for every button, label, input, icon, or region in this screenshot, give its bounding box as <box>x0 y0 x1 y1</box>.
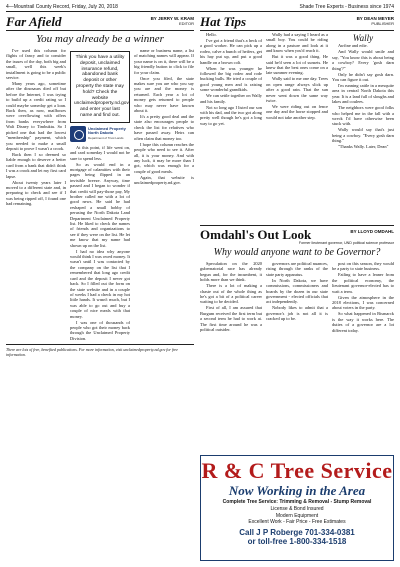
article-col-1 <box>200 32 262 222</box>
paragraph: Wally had a saying I heard as a small boy. You could be riding along in a pasture and look at it and know when you'd reach it. <box>266 32 328 54</box>
article-col-3 <box>134 48 194 342</box>
masthead-left: 4—Mountrail County Record, Friday, July 20, 2018 <box>6 4 118 10</box>
omdahl-section <box>200 225 394 431</box>
paragraph: Only he didn't say gosh darn. You can figure it out. <box>332 71 394 83</box>
paragraph: Not so long ago I listed our son with his dad, and the two got along pretty well though he's got a long way to go yet. <box>200 104 262 126</box>
article-body <box>6 48 194 342</box>
paragraph: Hello. <box>206 32 217 37</box>
paragraph: I'm running cattle in a mesquite area in central North Dakota this year. It is a land full of sloughs and lakes and coulees. <box>332 83 394 105</box>
seal-icon <box>70 126 86 142</box>
paragraph: About twenty years later I moved to a different state and, in preparing to check and see if I was being ripped off, I found one had remaining. <box>6 179 66 207</box>
byline-name: BY JERRY W. KRAM <box>150 16 194 21</box>
far-afield-title <box>6 14 194 31</box>
paragraph: "Thanks Wally. Later, Dean" <box>338 144 389 150</box>
hat-tips-body <box>200 32 394 222</box>
paragraph: Speculation on the 2020 gubernatorial race has already begun and, for the incumbent, it holds more than we think. <box>200 261 262 283</box>
paragraph: We were riding out on fence one day and the horse stopped and would not take another step. <box>266 104 328 120</box>
paragraph: Given the atmosphere in the 2018 elections, I was concerned about voters in the party. <box>332 294 394 311</box>
omdahl-body <box>200 261 394 431</box>
headline: Why would anyone want to be Governor? <box>213 247 381 258</box>
paragraph: Many years ago, sometime after the dinosaurs died off but before the Internet, I was trying to build up a credit rating so I could maybe someday get a loan. Back then, as now, mailboxes were overflowing with offers from banks everywhere from Walt Disney to Timbuktu. So I picked one that had the lowest "membership" payment, which you needed to make a small deposit to prove I wasn't a crook. <box>6 81 66 151</box>
ad-title: R & C Tree Service <box>201 458 393 483</box>
masthead <box>6 3 394 12</box>
paragraph: I hope this column reaches the people who need to see it. After all, it is your money. And with any luck, it may be more than I got, which was enough for a couple of good meals. <box>134 141 194 174</box>
omdahl-title <box>200 227 394 243</box>
paragraph: Failing to have a leaner from the political economy, the lieutenant governor-elected has to wait a term. <box>332 272 394 294</box>
paragraph: So what happened in Bismarck is the way it works here. The duties of a governor are a lot different today. <box>332 311 394 333</box>
paragraph: So as would end in a mortgage of calamities with their pages being flipped in an invisible breeze. Anyway, time passed and I began to wonder if that credit will pay-those pay, My brother called me with a lot of good news. He said he had reshaped a small hobby of perusing the North Dakota Land Department Unclaimed Property list. He liked to check the names of friends and organizations to see if they were on the list. He let me know that my name had shown up on the list. <box>70 161 130 248</box>
paragraph: Nobody likes to admit that a governor's job is not all it is cracked up to be. <box>266 305 328 322</box>
paragraph: In North Dakota, we have commissions, commissioners and boards by the dozen in our state government - elected officials that act independently. <box>266 277 328 305</box>
byline-name: BY LLOYD OMDAHL <box>350 229 394 234</box>
byline-name: BY DEAN MEYER <box>356 16 394 21</box>
paragraph: There is a lot of making a chaste out of the whole thing as he's got a bit of a political career waiting to be decided. <box>200 283 262 305</box>
paragraph: post on this season, they would be a party to state business. <box>332 261 394 272</box>
ad-equipment: Modern Equipment <box>275 512 319 519</box>
hat-tips-title <box>200 14 394 31</box>
article-col-3 <box>332 32 394 222</box>
ad-services: Complete Tree Service: Trimming & Removal - Stump Removal <box>222 499 372 505</box>
wally-heading: Wally <box>352 33 374 43</box>
paragraph: governors are political nuances, rising through the ranks of the state party apparatus. <box>266 261 328 277</box>
ad-license: License & Bond Insured <box>270 505 324 512</box>
byline <box>357 16 394 26</box>
byline <box>350 229 394 234</box>
article-col-2 <box>70 48 130 342</box>
paragraph: I had no idea why anyone would think I was owed money. It wasn't until I was contacted by the company on the list that I remembered that long ago credit card and the deposit I never got back. So I filled out the form on the state website and in a couple of weeks I had a check in my hot little hands. It wasn't much, but I was able to go out and buy a couple of nice meals with that money. <box>70 248 130 319</box>
byline <box>151 16 194 26</box>
logo-line: North Dakota <box>88 130 114 136</box>
far-afield-column <box>6 14 194 357</box>
article-col-2 <box>266 261 328 431</box>
paragraph: Back then I so deemed so liable enough to deserve a better card from a bank that didn't think I was a crook and let my first card lapse. <box>6 151 66 179</box>
paragraph: I've got a friend that's a heck of a good worker. He can pick up a rodeo, calve a bunch of heifers, get his hay put up, and put a good handle on a brown colt. <box>200 38 262 65</box>
tree-service-ad <box>200 455 394 561</box>
section-title: Far Afield <box>6 14 62 29</box>
footnote: There are lots of free, benefited publications. For more information, visit unclaimedproperty.nd.gov for free information. <box>6 344 194 357</box>
paragraph: Again, that website is unclaimedproperty.nd.gov. <box>134 174 194 186</box>
logo-text <box>88 127 126 141</box>
section-title: Omdahl's Out Look <box>200 227 312 242</box>
article-col-1 <box>6 48 66 342</box>
paragraph: And Wally would smile and say, "You know this is about being a cowboy? Every 'gosh darn thing'?" <box>332 49 394 71</box>
section-title: Hat Tips <box>200 14 247 29</box>
right-column <box>200 14 394 454</box>
ad-tollfree: or toll-free 1-800-334-1518 <box>247 537 347 547</box>
ad-estimates: Excellent Work - Fair Price - Free Estimates <box>248 519 346 526</box>
ad-subtitle: Now Working in the Area <box>228 483 366 498</box>
paragraph: It's a pretty good deal and the state also encourages people to check the list for relatives who have passed away. Heirs can often claim that money too. <box>134 114 194 141</box>
paragraph: The neighbors were good folks who helped me in the fall with a wreck I'd have otherwise been stuck with. <box>332 105 394 127</box>
paragraph: At this point, if life went on, and card someday I would not be sure to spend less. <box>70 144 130 161</box>
article-col-3 <box>332 261 394 431</box>
logo-line: Unclaimed Property <box>88 125 126 131</box>
article-col-2 <box>266 32 328 222</box>
paragraph: Once you filed, the state makes sure you are who you say you are and the money is returned. Each year a lot of money gets returned to people who may never have known about it. <box>134 75 194 114</box>
callout-box: Think you have a utility deposit, unclaimed insurance refund, abandoned bank deposit or other property the state may hold? Check the website unclaimedproperty.nd.gov and enter your last name and find out. <box>70 51 130 123</box>
masthead-right: Shade Tree Experts - Business since 1974 <box>299 4 394 10</box>
article-col-1 <box>200 261 262 431</box>
paragraph: First of all, I am assured that Burgum received the first term but a second term he had to work at. The first time around he was a political outsider. <box>200 305 262 333</box>
paragraph: name or business name, a list of matching names will appear. If your name is on it, there will be a big friendly button to click to file for your claim. <box>134 48 194 75</box>
ad-phone: Call J P Roberge 701-334-0381 <box>239 528 355 538</box>
unclaimed-property-logo <box>70 126 130 142</box>
paragraph: Wally said to me one day. Trees on open range always slick up after a good rain. That the sun never went down the same way twice. <box>266 76 328 104</box>
paragraph: I was one of thousands of people who got their money back through the Unclaimed Property Division. <box>70 319 130 341</box>
byline-role: EDITOR <box>178 21 194 26</box>
paragraph: I've used this column for flights of fancy and to consider the issues of the day, both big and small, well this week's installment is going to be a public service. <box>6 48 66 81</box>
headline: You may already be a winner <box>36 33 164 45</box>
paragraph: But it was a good thing. He said he'd seen a lot of sunsets. He knew that the best ones come on a late summer evening. <box>266 54 328 76</box>
paragraph: Wally would say that's just being a cowboy. "Every gosh darn thing." <box>332 127 394 144</box>
paragraph: When he was younger he followed the big rodeo and rode bucking bulls. He tried a couple of good young men and is raising some wonderful grandkids. <box>200 65 262 93</box>
byline-role: PUBLISHER <box>371 21 394 26</box>
byline-role: Former lieutenant governor, UND political science professor <box>298 241 394 245</box>
paragraph: We can settle together on Wally and his family. <box>200 93 262 104</box>
paragraph: Awfine and edie. <box>338 43 368 49</box>
logo-line: Department of Trust Lands <box>88 136 124 141</box>
